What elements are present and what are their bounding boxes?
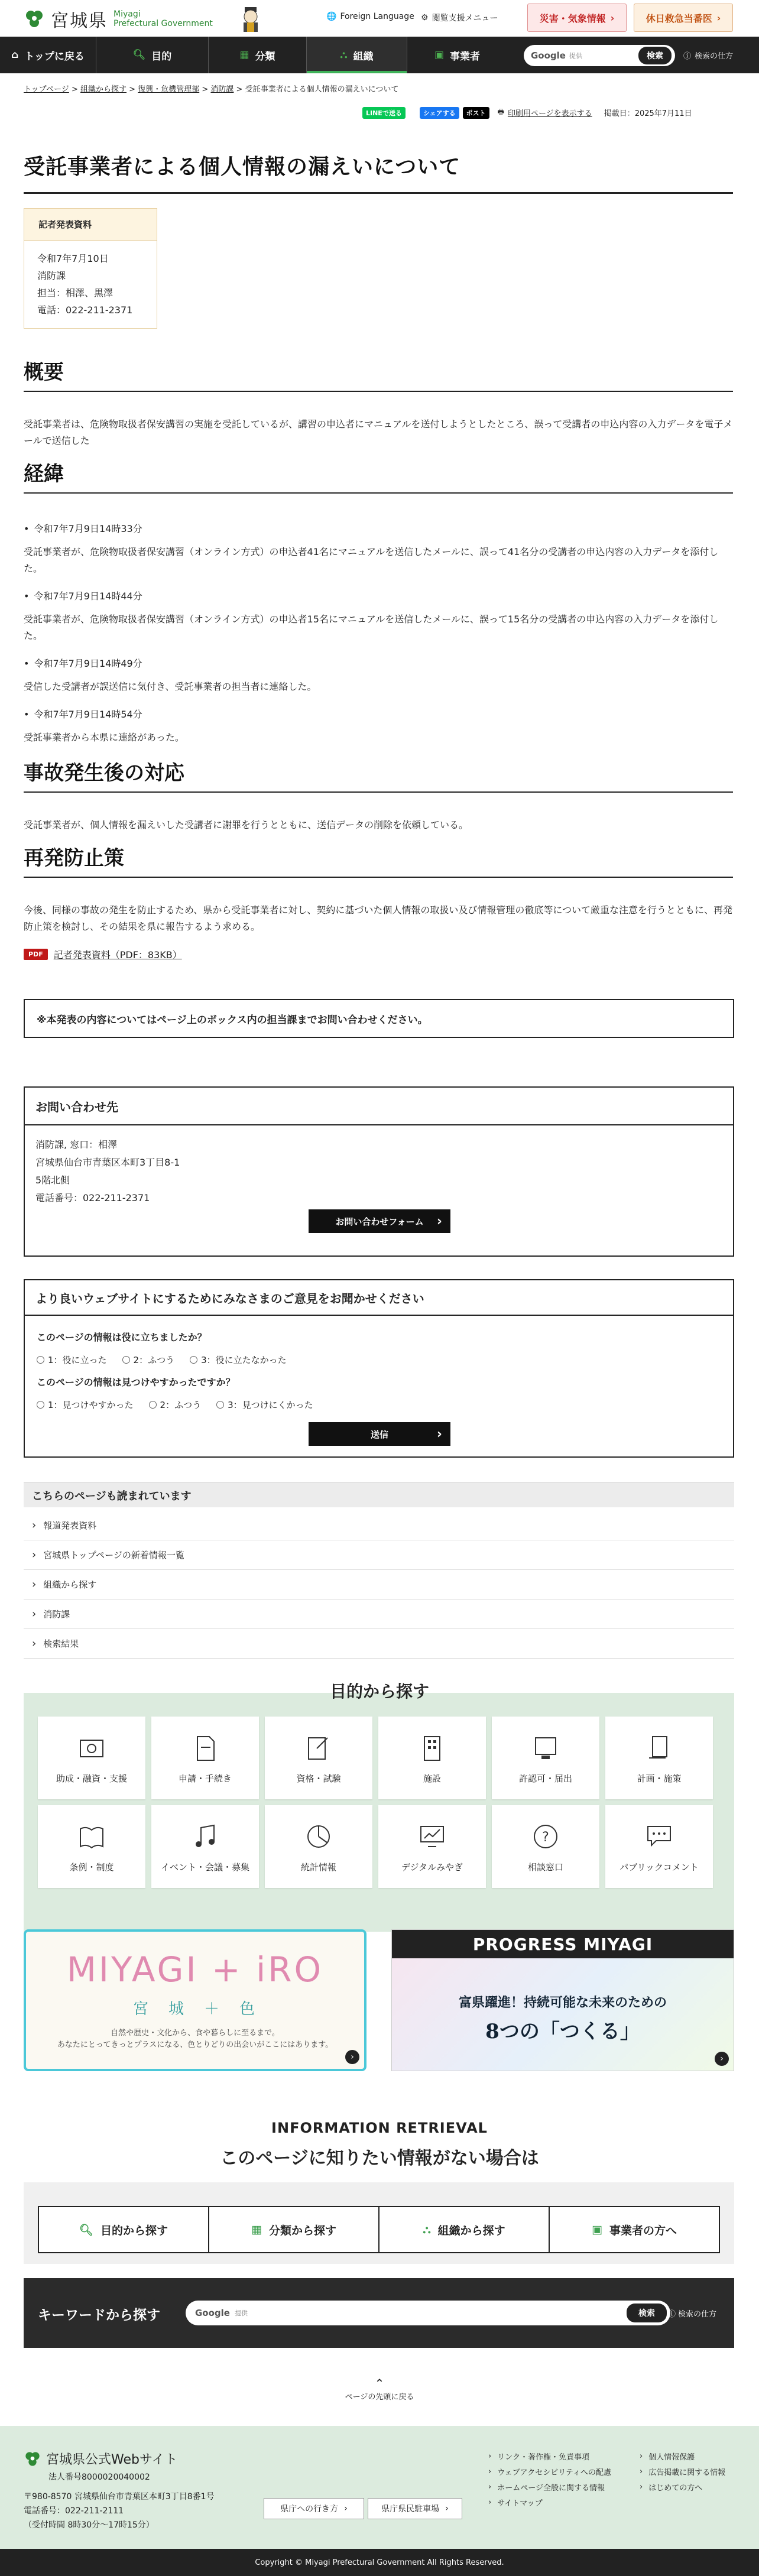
timeline-item: • 令和7年7月9日14時49分 (24, 656, 142, 670)
progress-miyagi-line1: 富県躍進！持続可能な未来のための (458, 1996, 667, 2010)
footer-corp-number: 法人番号8000020040002 (48, 2473, 150, 2482)
find-by-purpose-button[interactable]: 🔍︎ 目的から探す (38, 2206, 209, 2253)
site-logo[interactable] (24, 6, 213, 32)
find-by-organization-button[interactable]: ⛬ 組織から探す (378, 2206, 550, 2253)
purpose-tile[interactable] (492, 1805, 599, 1888)
also-read-item[interactable]: › 検索結果 (24, 1629, 734, 1659)
footer-link[interactable]: › ホームページ全般に関する情報 (488, 2481, 605, 2493)
timeline-text: 受託事業者が、危険物取扱者保安講習（オンライン方式）の申込者15名にマニュアルを送信したメールに、誤って15名分の受講者の申込内容の入力データを添付した。 (24, 614, 719, 641)
facility-icon (416, 1732, 448, 1764)
also-read-item[interactable]: › 報道発表資料 (24, 1511, 734, 1540)
chevron-right-icon: › (445, 2504, 449, 2513)
miyagi-iro-text2: あなたにとってきっとプラスになる、色とりどりの出会いがここにはあります。 (57, 2040, 333, 2049)
disaster-info-label: 災害・気象情報 (539, 12, 606, 24)
chevron-right-icon: › (344, 2504, 348, 2513)
search-help-link[interactable] (683, 50, 733, 61)
line-share-button[interactable]: LINEで送る (362, 107, 406, 119)
overview-heading: 概要 (24, 356, 733, 392)
holiday-doctor-button[interactable] (634, 4, 733, 32)
keyword-search-button[interactable]: 検索 (627, 2304, 667, 2322)
miyagi-iro-banner[interactable] (24, 1929, 366, 2071)
arrow-right-icon: › (345, 2050, 359, 2064)
timeline-text: 受託事業者から本県に連絡があった。 (24, 732, 184, 743)
purpose-tile-label: 資格・試験 (296, 1773, 341, 1784)
access-button[interactable]: 県庁への行き方 › (264, 2498, 364, 2519)
nav-business-label: 事業者 (450, 50, 481, 63)
purpose-tile[interactable] (151, 1805, 259, 1888)
breadcrumb-item[interactable]: トップページ (24, 85, 69, 94)
purpose-tile-label: デジタルみやぎ (401, 1861, 463, 1873)
comment-icon (643, 1821, 675, 1852)
footer-phone: 電話番号：022-211-2111 (24, 2506, 124, 2516)
grid-icon: ▦ (251, 2223, 262, 2236)
survey-radio-normal[interactable]: 2：ふつう (149, 1399, 202, 1411)
purpose-tile[interactable] (605, 1805, 713, 1888)
org-tree-icon: ⛬ (340, 49, 348, 61)
pdf-icon: PDF (24, 949, 48, 960)
logo-title: 宮城県 (51, 11, 108, 31)
search-help-label: 検索の仕方 (695, 52, 734, 61)
org-tree-icon: ⛬ (423, 2223, 431, 2236)
purpose-tile[interactable] (38, 1717, 145, 1799)
pdf-download[interactable] (24, 948, 182, 961)
mascot-musubimaru-icon (239, 5, 262, 34)
logo-sub-en: Miyagi (113, 9, 141, 19)
disaster-info-button[interactable] (527, 4, 627, 32)
plan-icon (643, 1732, 675, 1764)
press-release-box (24, 208, 157, 329)
purpose-tile[interactable] (378, 1717, 486, 1799)
breadcrumb-item[interactable]: 組織から探す (80, 85, 127, 94)
find-by-category-button[interactable]: ▦ 分類から探す (208, 2206, 380, 2253)
footer-site-name: 宮城県公式Webサイト (46, 2452, 178, 2467)
purpose-tile-label: 相談窓口 (527, 1861, 563, 1873)
nav-category-label: 分類 (255, 50, 275, 63)
for-business-button[interactable]: ▣ 事業者の方へ (549, 2206, 720, 2253)
money-icon (76, 1732, 108, 1764)
nav-organization[interactable] (306, 37, 407, 73)
purpose-tile[interactable] (151, 1717, 259, 1799)
contact-phone: 電話番号：022-211-2371 (35, 1192, 150, 1203)
book-icon (76, 1821, 108, 1852)
reading-support-label: 閲覧支援メニュー (432, 14, 498, 23)
breadcrumb-item[interactable]: 復興・危機管理部 (138, 85, 200, 94)
progress-miyagi-title: PROGRESS MIYAGI (392, 1930, 734, 1958)
search-icon: 🔍︎ (79, 2223, 94, 2237)
document-icon (189, 1732, 221, 1764)
after-text: 受託事業者が、個人情報を漏えいした受講者に謝罪を行うとともに、送信データの削除を依頼している。 (24, 819, 469, 830)
google-sub: 提供 (569, 52, 582, 60)
certificate-icon (303, 1732, 335, 1764)
foreign-language-label: Foreign Language (340, 12, 414, 21)
keyword-search-input[interactable] (186, 2301, 670, 2325)
chevron-right-icon: › (716, 12, 721, 24)
pie-chart-icon (303, 1821, 335, 1852)
purpose-tile[interactable] (492, 1717, 599, 1799)
globe-icon: 🌐 (326, 12, 337, 21)
contact-title: お問い合わせ先 (25, 1088, 733, 1125)
also-read-title: こちらのページも読まれています (24, 1482, 734, 1507)
purpose-tile-label: 計画・施策 (637, 1773, 682, 1784)
logo-sub-en2: Prefectural Government (113, 19, 213, 28)
keyword-search-bar (24, 2278, 734, 2348)
copyright: Copyright © Miyagi Prefectural Government All Rights Reserved. (0, 2549, 759, 2576)
survey-radio-easy[interactable]: 1：見つけやすかった (37, 1399, 134, 1411)
contact-dept: 消防課, 窓口：相澤 (35, 1139, 118, 1150)
purpose-tile[interactable] (605, 1717, 713, 1799)
purpose-tile[interactable] (38, 1805, 145, 1888)
prevention-heading: 再発防止策 (24, 842, 733, 878)
breadcrumb: トップページ > 組織から探す > 復興・危機管理部 > 消防課 > 受託事業者による個人情報の漏えいについて (24, 85, 399, 94)
hagi-leaf-logo-icon (24, 8, 45, 30)
facebook-share-button[interactable]: シェアする (420, 107, 459, 119)
miyagi-iro-text1: 自然や歴史・文化から、食や暮らしに至るまで。 (111, 2029, 280, 2038)
purpose-tile-label: 条例・制度 (69, 1861, 114, 1873)
nav-business[interactable] (407, 37, 507, 73)
survey-options-2 (37, 1399, 313, 1411)
grid-icon: ▦ (239, 49, 249, 61)
purpose-tile[interactable] (378, 1805, 486, 1888)
progress-miyagi-banner[interactable] (391, 1929, 734, 2071)
also-read-item[interactable]: › 組織から探す (24, 1570, 734, 1600)
footer-link[interactable]: › 個人情報保護 (640, 2451, 695, 2462)
breadcrumb-item[interactable]: 消防課 (210, 85, 234, 94)
chevron-up-icon: ⌃ (374, 2376, 385, 2390)
footer-logo (24, 2450, 177, 2468)
timeline-item: • 令和7年7月9日14時54分 (24, 707, 142, 721)
miyagi-iro-title: MIYAGI + iRO (66, 1949, 324, 1990)
purpose-tile-label: 助成・融資・支援 (56, 1773, 127, 1784)
info-retrieval-en: INFORMATION RETRIEVAL (271, 2120, 488, 2136)
print-icon: 🖶 (497, 108, 504, 116)
nav-organization-label: 組織 (353, 50, 374, 63)
survey-radio-useful[interactable]: 1：役に立った (37, 1354, 107, 1366)
page-title: 受託事業者による個人情報の漏えいについて (24, 150, 733, 194)
survey-title: より良いウェブサイトにするためにみなさまのご意見をお聞かせください (25, 1280, 733, 1316)
purpose-tile-label: 統計情報 (300, 1861, 336, 1873)
music-icon (189, 1821, 221, 1852)
svg-text:?: ? (542, 1829, 549, 1845)
chevron-right-icon: › (610, 12, 615, 24)
progress-miyagi-line2: 8つの「つくる」 (485, 2020, 640, 2043)
survey-radio-normal[interactable]: 2：ふつう (122, 1354, 175, 1366)
timeline-text: 受託事業者が、危険物取扱者保安講習（オンライン方式）の申込者41名にマニュアルを送信したメールに、誤って41名分の受講者の申込内容の入力データを添付した。 (24, 546, 719, 574)
reading-support-link[interactable] (421, 12, 498, 24)
home-icon: ⌂ (11, 49, 19, 61)
parking-button[interactable]: 県庁県民駐車場 › (368, 2498, 462, 2519)
contact-form-button[interactable]: お問い合わせフォーム › (309, 1209, 450, 1233)
digital-icon (416, 1821, 448, 1852)
footer-link[interactable]: › ウェブアクセシビリティへの配慮 (488, 2466, 611, 2477)
google-logo: Google (531, 50, 566, 61)
prevention-text: 今後、同様の事故の発生を防止するため、県から受託事業者に対し、契約に基づいた個人情報の取扱い及び情報管理の徹底等について厳重な注意を行うとともに、再発防止策を検討し、その結果を県に報告するよう求める。 (24, 904, 733, 932)
history-heading: 経緯 (24, 458, 733, 494)
google-logo: Google (195, 2308, 230, 2318)
keyword-help-link[interactable]: ⓘ 検索の仕方 (668, 2308, 716, 2319)
foreign-language-link[interactable] (326, 12, 414, 21)
pdf-link[interactable]: 記者発表資料（PDF：83KB） (53, 949, 182, 961)
purpose-tile[interactable] (265, 1805, 372, 1888)
x-post-button[interactable]: ポスト (463, 107, 489, 119)
nav-back-label: トップに戻る (24, 50, 85, 63)
holiday-doctor-label: 休日救急当番医 (646, 12, 712, 24)
survey-radio-not-useful[interactable]: 3：役に立たなかった (190, 1354, 287, 1366)
header-search-button[interactable]: 検索 (638, 47, 672, 64)
search-icon: 🔍︎ (132, 49, 146, 61)
permit-icon (530, 1732, 562, 1764)
page-top-link[interactable] (0, 2376, 759, 2402)
survey-question-1: このページの情報は役に立ちましたか？ (37, 1332, 207, 1343)
nav-category[interactable] (208, 37, 306, 73)
help-icon: ⓘ (683, 52, 692, 61)
footer-hours: （受付時間 8時30分～17時15分） (24, 2520, 154, 2530)
publish-date: 掲載日：2025年7月11日 (604, 109, 692, 118)
timeline-text: 受信した受講者が誤送信に気付き、受託事業者の担当者に連絡した。 (24, 681, 317, 692)
contact-notice: ※本発表の内容についてはページ上のボックス内の担当課までお問い合わせください。 (24, 999, 734, 1038)
purpose-tile-label: 施設 (423, 1773, 441, 1784)
purpose-tile[interactable] (265, 1717, 372, 1799)
keyword-label: キーワードから探す (38, 2308, 160, 2323)
purpose-tile-label: イベント・会議・募集 (160, 1861, 249, 1873)
gear-icon: ⚙ (421, 13, 429, 22)
nav-purpose[interactable] (96, 37, 208, 73)
timeline-item: • 令和7年7月9日14時44分 (24, 589, 142, 602)
timeline-item: • 令和7年7月9日14時33分 (24, 521, 142, 535)
site-header (0, 0, 759, 37)
press-date: 令和7年7月10日 (37, 253, 109, 264)
press-phone: 電話：022-211-2371 (37, 304, 133, 316)
hagi-leaf-logo-icon (24, 2450, 41, 2468)
purpose-tile-label: パブリックコメント (619, 1861, 699, 1873)
survey-question-2: このページの情報は見つけやすかったですか？ (37, 1377, 235, 1388)
info-retrieval-ja: このページに知りたい情報がない場合は (220, 2148, 539, 2169)
press-release-title: 記者発表資料 (24, 209, 157, 241)
miyagi-iro-sub: 宮 城 ＋ 色 (132, 2000, 257, 2018)
survey-radio-hard[interactable]: 3：見つけにくかった (216, 1399, 313, 1411)
page-top-label: ページの先頭に戻る (345, 2393, 414, 2402)
footer-address: 〒980-8570 宮城県仙台市青葉区本町3丁目8番1号 (24, 2492, 215, 2502)
building-icon: ▣ (434, 49, 445, 61)
nav-back-to-top[interactable] (0, 37, 96, 73)
purpose-tile-label: 許認可・届出 (518, 1773, 572, 1784)
contact-floor: 5階北側 (35, 1175, 70, 1186)
survey-submit-button[interactable]: 送信 › (309, 1422, 450, 1446)
nav-purpose-label: 目的 (151, 50, 172, 63)
question-icon (530, 1821, 562, 1852)
header-search-box[interactable] (524, 45, 675, 66)
share-bar (362, 106, 692, 119)
purpose-title: 目的から探す (329, 1682, 429, 1701)
footer-link[interactable]: › リンク・著作権・免責事項 (488, 2451, 589, 2462)
also-read-item[interactable]: › 消防課 (24, 1600, 734, 1629)
building-icon: ▣ (592, 2223, 602, 2236)
breadcrumb-current: 受託事業者による個人情報の漏えいについて (245, 85, 399, 94)
footer-link[interactable]: › 広告掲載に関する情報 (640, 2466, 725, 2477)
purpose-tile-label: 申請・手続き (178, 1773, 232, 1784)
contact-address: 宮城県仙台市青葉区本町3丁目8-1 (35, 1157, 180, 1168)
footer-link[interactable]: › はじめての方へ (640, 2481, 702, 2493)
print-page-link[interactable]: 印刷用ページを表示する (507, 109, 592, 118)
help-icon: ⓘ (668, 2310, 676, 2319)
press-dept: 消防課 (37, 270, 66, 281)
overview-text: 受託事業者は、危険物取扱者保安講習の実施を受託しているが、講習の申込者にマニュアルを送付しようとしたところ、誤って受講者の申込内容の入力データを電子メールで送信した (24, 418, 733, 446)
arrow-right-icon: › (715, 2052, 729, 2066)
survey-options-1 (37, 1354, 287, 1366)
google-sub: 提供 (234, 2309, 248, 2317)
after-heading: 事故発生後の対応 (24, 757, 733, 793)
press-staff: 担当：相澤、黒澤 (37, 287, 113, 299)
footer-link[interactable]: › サイトマップ (488, 2497, 543, 2508)
also-read-item[interactable]: › 宮城県トップページの新着情報一覧 (24, 1540, 734, 1570)
